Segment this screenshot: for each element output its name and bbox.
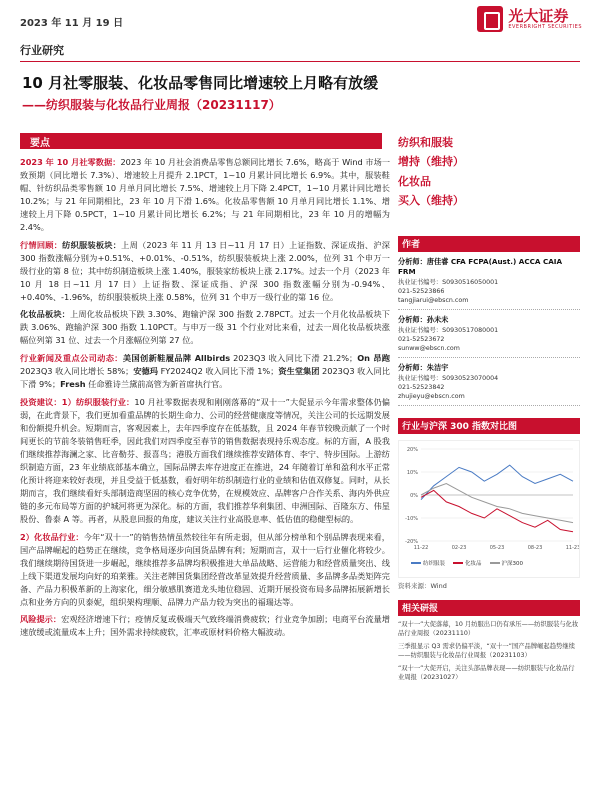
- legend-item: [490, 559, 524, 567]
- analyst-name: 分析师：孙未未: [398, 315, 449, 325]
- sub-textile: 纺织服装板块：: [62, 239, 122, 250]
- analyst-card: [398, 363, 580, 406]
- analyst-email: tangjiarui@ebscn.com: [398, 297, 469, 305]
- analyst-card: [398, 257, 580, 310]
- news-text: FY2024Q2 收入同比下滑 1%；: [157, 366, 279, 377]
- sidebar: [398, 133, 580, 686]
- paragraph-market-review: [20, 239, 390, 304]
- series-line-化妆品: [421, 490, 573, 531]
- analyst-email: sunww@ebscn.com: [398, 344, 460, 352]
- analyst-phone: 021-52523842: [398, 383, 445, 391]
- sub-cosmetics: 化妆品板块：: [20, 309, 70, 320]
- chart-legend: [411, 559, 523, 567]
- y-tick-label: 20%: [406, 446, 418, 453]
- related-item[interactable]: “双十一”大促落幕，10 月纺服出口仍有承压——纺织服装与化妆品行业周报（20231110）: [398, 620, 579, 638]
- rating-cosmetics-label: 化妆品: [398, 174, 431, 188]
- news-shiseido: 资生堂集团: [278, 366, 320, 377]
- related-item[interactable]: “双十一”大促开启，关注头部品牌表现——纺织服装与化妆品行业周报（20231027）: [398, 664, 575, 682]
- x-tick-label: 02-23: [451, 544, 467, 551]
- section-label: 行业研究: [20, 44, 64, 57]
- logo-mark-icon: [477, 6, 503, 32]
- main-body: [20, 156, 390, 644]
- analyst-cert: 执业证书编号：S0930517080001: [398, 326, 499, 334]
- news-text: 2023Q3 收入同比增长 58%；: [20, 366, 134, 377]
- paragraph-retail-data: [20, 156, 390, 234]
- x-tick-label: 11-22: [413, 544, 429, 551]
- news-fresh: Fresh: [60, 379, 86, 390]
- y-tick-label: 10%: [406, 469, 418, 476]
- news-text: 2023Q3 收入同比下滑 21.2%；: [230, 353, 358, 364]
- legend-label: 沪深300: [501, 560, 524, 567]
- logo-text-en: EVERBRIGHT SECURITIES: [508, 23, 582, 30]
- analysts-header: 作者: [398, 236, 580, 252]
- analyst-phone: 021-52523672: [398, 335, 445, 343]
- related-header: 相关研报: [398, 600, 580, 616]
- text-retail: 2023 年 10 月社会消费品零售总额同比增长 7.6%，略高于 Wind 市场一致预期（同比增长 7.3%）、增速较上月提升 2.1PCT，1~10 月累计同比增长 6.9%。其中，服装鞋帽、针纺织品类零售额 10 月单月同比增长 7.5%、增速较上月下降 2.4PCT，1~10 月累计同比增长 10.2%；与 21 年同期相比，23 年 10 月下滑 1.6%。化妆品零售额 10 月单月同比增长 1.1%、增速较上月下降 0.5PCT，1~10 月累计同比增长 6.2%；与 21 年同期相比，23 年 10 月的增幅为 2.4%。: [20, 157, 391, 232]
- lead-review: 行情回顾：: [20, 239, 63, 250]
- keypoints-header: [20, 133, 382, 149]
- news-text: 任命雅诗兰黛前高管为新首席执行官。: [85, 379, 228, 390]
- logo-text-cn: 光大证券: [508, 6, 569, 25]
- x-tick-label: 08-23: [527, 544, 543, 551]
- news-text: 2023Q3 收入同比下滑 9%；: [20, 366, 390, 390]
- y-tick-label: -20%: [405, 538, 418, 545]
- legend-item: [411, 559, 445, 567]
- rating-textile-label: 纺织和服装: [398, 136, 453, 149]
- related-list: [398, 620, 580, 683]
- analyst-name: 分析师：朱洁宇: [398, 363, 449, 373]
- y-tick-label: -10%: [405, 515, 418, 522]
- report-title: 10 月社零服装、化妆品零售同比增速较上月略有放缓: [22, 74, 379, 92]
- analyst-phone: 021-52523866: [398, 288, 445, 295]
- sub-advice-textile: 1）纺织服装行业：: [61, 397, 135, 408]
- report-subtitle: ——纺织服装与化妆品行业周报（20231117）: [22, 98, 281, 112]
- analyst-card: [398, 315, 580, 358]
- analyst-email: zhujieyu@ebscn.com: [398, 392, 465, 400]
- legend-label: 纺织服装: [423, 560, 446, 567]
- analyst-name: 分析师：唐佳睿 CFA FCPA(Aust.) ACCA CAIA FRM: [398, 257, 563, 277]
- index-chart-svg: [399, 441, 579, 557]
- report-date: 2023 年 11 月 19 日: [20, 18, 124, 29]
- paragraph-news: [20, 352, 390, 391]
- x-tick-label: 11-23: [565, 544, 579, 551]
- lead-retail: 2023 年 10 月社零数据：: [20, 157, 121, 167]
- analyst-cert: 执业证书编号：S0930523070004: [398, 374, 499, 382]
- news-on: On 昂跑: [357, 353, 390, 364]
- analyst-cert: 执业证书编号：S0930516050001: [398, 278, 499, 286]
- keypoints-label: 要点: [30, 138, 50, 149]
- news-ua: 安德玛: [133, 366, 158, 377]
- divider: [20, 61, 580, 62]
- news-allbirds: 美国创新鞋履品牌 Allbirds: [122, 353, 231, 364]
- related-item[interactable]: 三季报显示 Q3 需求仍偏平淡，“双十一”国产品牌崛起趋势继续——纺织服装与化妆品行业周报（20231103）: [398, 642, 575, 660]
- series-line-沪深300: [421, 483, 573, 522]
- text-risk: 宏观经济增速下行；疫情反复或极端天气致终端消费疲软；行业竞争加剧；电商平台流量增速放缓或流量成本上升；国外需求持续疲软，汇率或原材料价格大幅波动。: [20, 614, 390, 638]
- index-chart: [398, 440, 580, 578]
- x-tick-label: 05-23: [489, 544, 505, 551]
- paragraph-cosmetics: [20, 308, 390, 347]
- chart-header: 行业与沪深 300 指数对比图: [398, 418, 580, 434]
- series-line-纺织服装: [421, 465, 573, 500]
- paragraph-risk: [20, 613, 390, 639]
- text-advice-cosmetics: 今年“双十一”的销售热情虽然较往年有所走弱，但从部分榜单和个别品牌表现来看，国产品牌崛起的趋势正在继续，竞争格局逐步向国货品牌有利；短期而言，双十一后行业催化将较少。我们继续期待国货进一步崛起，继续推荐多品牌均积极推进大单品战略、运营能力和经营质量突出、线上线下渠道发展均向好的珀莱雅。关注老牌国货集团经营改革显效提升经营质量、多品牌多品类矩阵完备、产品力积极革新的上海家化，细分敏感肌赛道龙头地位稳固、近期开展投资布局多品牌拓展新增长点和业务方向的贝泰妮，组织架构理顺、品牌力产品力较为突出的福瑞达等。: [20, 531, 390, 607]
- logo: [477, 6, 582, 32]
- rating-textile-value: 增持（维持）: [398, 155, 464, 169]
- paragraph-advice-cosmetics: [20, 531, 390, 609]
- rating-cosmetics-value: 买入（维持）: [398, 193, 464, 207]
- lead-advice: 投资建议：: [20, 397, 62, 408]
- lead-risk: 风险提示：: [20, 614, 62, 625]
- legend-label: 化妆品: [465, 560, 482, 567]
- chart-source: 资料来源：Wind: [398, 581, 447, 590]
- paragraph-advice-textile: [20, 396, 390, 526]
- sub-advice-cosmetics: 2）化妆品行业：: [20, 531, 84, 542]
- lead-news: 行业新闻及重点公司动态：: [20, 353, 123, 364]
- y-tick-label: 0%: [410, 492, 418, 499]
- text-advice-textile: 10 月社零数据表现和刚刚落幕的“双十一”大促显示今年需求整体仍偏弱，在此背景下，我们更加看重品牌的长期生命力、公司的经营健康度等情况，关注公司的长远期发展和份额提升机会。短期而言，客观因素上，去年四季度存在低基数，且 2024 年春节较晚贡献了一个时间更长的节前冬装销售旺季，因此我们对四季度至春节的销售数据表现持乐观态度。标的方面，A 股我们继续推荐海澜之家、比音勒芬、报喜鸟；港股方面我们继续推荐安踏体育、李宁、特步国际。上游纺织制造方面，23 年业绩底部基本确立，国际品牌去库存进度正在推进，24 年随着订单和盈利水平正常化预计将迎来较好表现，并且受益于低基数，看好明年纺织制造行业的业绩和估值双修复。同时，从长期而言，我们继续看好头部制造商坚固的核心竞争优势，在规模效应、品牌客户合作关系、海内外供应链的多元布局等方面的护城河将更为深化。标的方面，我们推荐华利集团、申洲国际、百隆东方、伟星股份、鲁泰 A 等。再者，从股息回报的角度，建议关注行业高股息率、低估值的稳健型标的。: [20, 397, 390, 524]
- legend-item: [453, 559, 482, 567]
- text-textile: 上周（2023 年 11 月 13 日~11 月 17 日）上证指数、深证成指、沪深 300 指数涨幅分别为+0.51%、+0.01%、-0.51%，纺织服装板块上涨 2.00%，位列 31 个申万一级行业的第 8 位；其中纺织制造板块上涨 1.40%，服装家纺板块上涨 2.17%。过去一个月（2023 年 10 月 18 日~11 月 17 日）上证指数、深证成指、沪深 300 指数涨幅分别为-0.94%、+0.40%、-1.96%，纺织服装板块上涨 0.58%，位列 31 个申万一级行业的第 16 位。: [20, 239, 390, 302]
- text-cosmetics: 上周化妆品板块下跌 3.30%、跑输沪深 300 指数 2.78PCT。过去一个月化妆品板块下跌 3.06%、跑输沪深 300 指数 1.10PCT。与申万一级 31 个行业对比来看，过去一周化妆品板块涨幅位列第 31 位、过去一个月涨幅位列第 27 位。: [20, 309, 390, 346]
